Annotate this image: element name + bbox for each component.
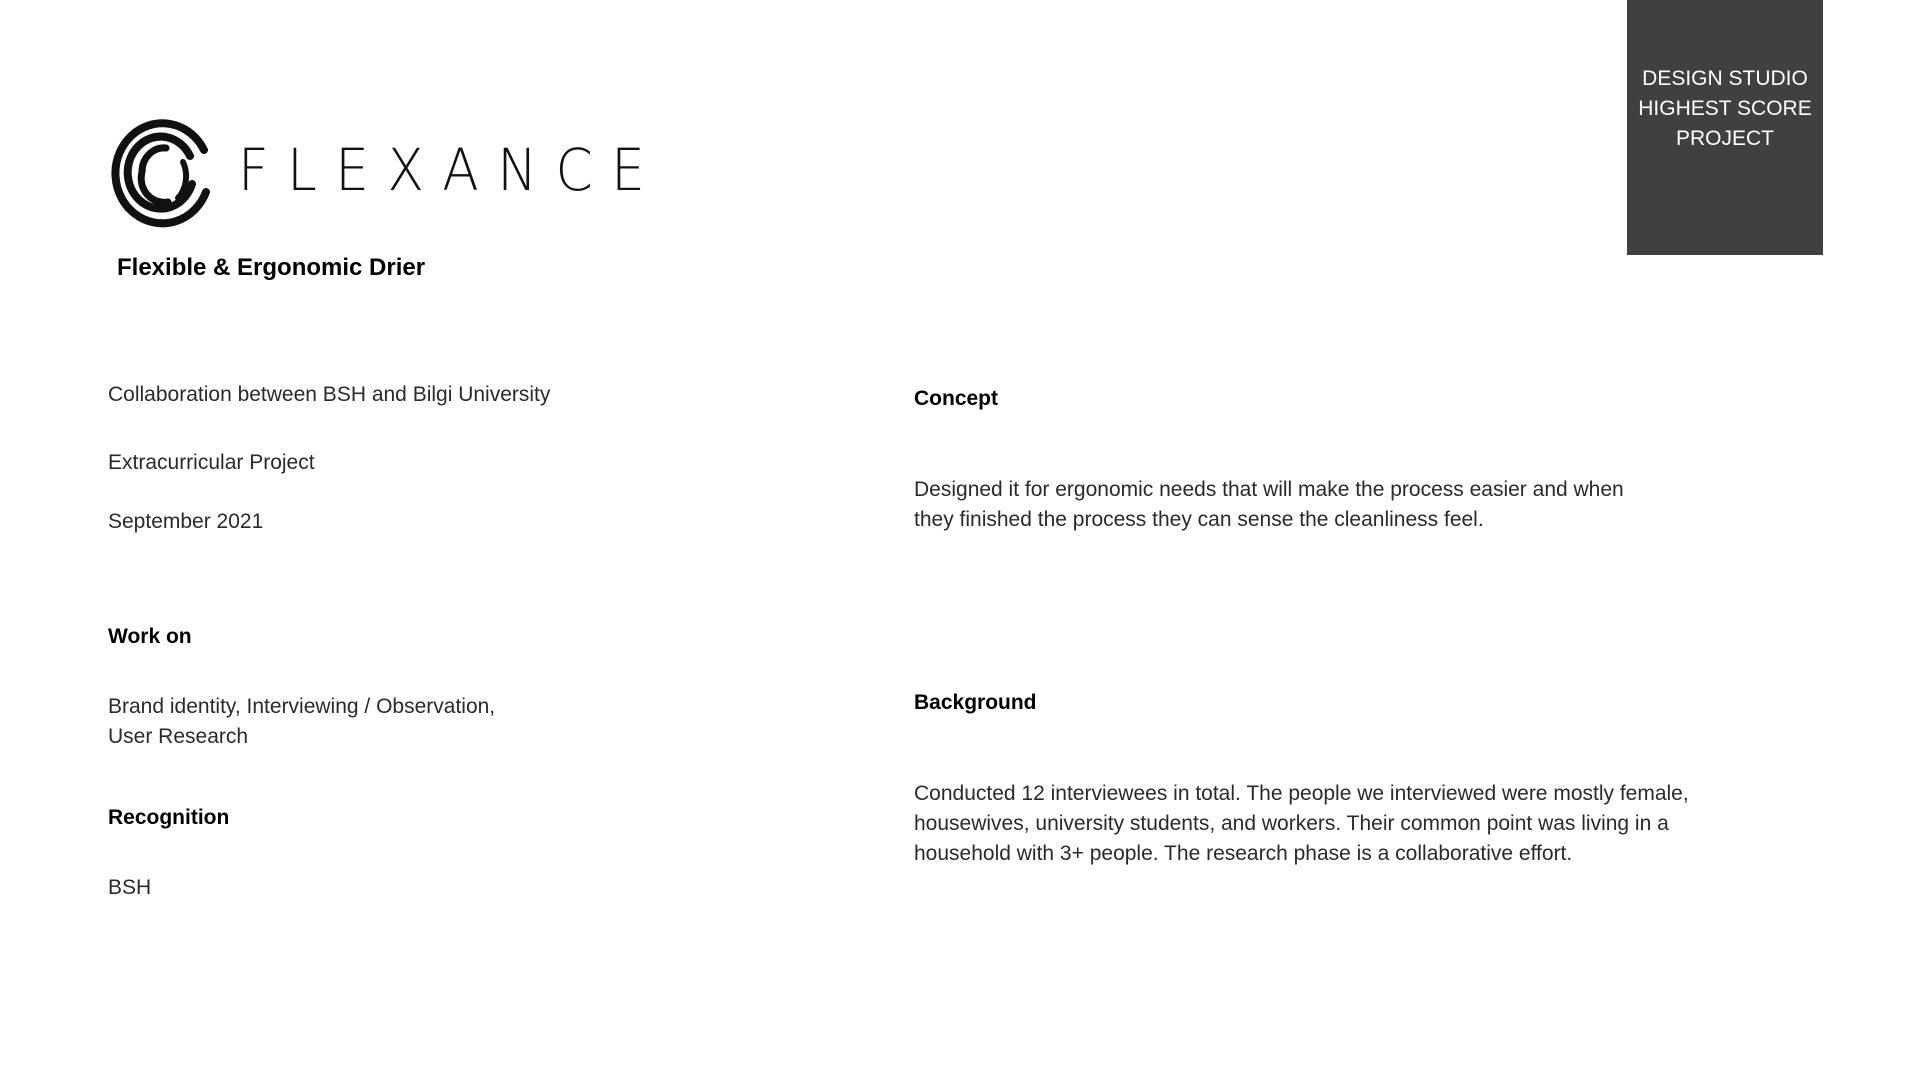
background-text [914, 779, 1744, 869]
work-on-line-1: Brand identity, Interviewing / Observation, [108, 695, 496, 718]
concept-line-1: Designed it for ergonomic needs that will make the process easier and when [914, 478, 1624, 501]
concept-line-2: they finished the process they can sense the cleanliness feel. [914, 508, 1484, 531]
badge-line-2: HIGHEST SCORE [1638, 97, 1812, 120]
award-badge [1627, 0, 1823, 255]
badge-line-1: DESIGN STUDIO [1642, 67, 1808, 90]
collaboration-text: Collaboration between BSH and Bilgi University [108, 383, 551, 406]
recognition-heading: Recognition [108, 806, 230, 829]
project-type-text: Extracurricular Project [108, 451, 315, 474]
background-line-1: Conducted 12 interviewees in total. The people we interviewed were mostly female, [914, 782, 1689, 805]
work-on-heading: Work on [108, 625, 192, 648]
brand-logo [108, 112, 700, 228]
project-tagline: Flexible & Ergonomic Drier [117, 254, 426, 281]
concentric-circles-icon [108, 112, 214, 228]
work-on-line-2: User Research [108, 725, 249, 748]
background-heading: Background [914, 691, 1037, 714]
badge-line-3: PROJECT [1675, 127, 1774, 150]
recognition-text: BSH [108, 876, 152, 899]
concept-heading: Concept [914, 387, 998, 410]
logo-wordmark: FLEXANCE [238, 136, 664, 204]
work-on-text [108, 692, 495, 752]
project-date-text: September 2021 [108, 510, 264, 533]
background-line-2: housewives, university students, and workers. Their common point was living in a [914, 812, 1669, 835]
background-line-3: household with 3+ people. The research phase is a collaborative effort. [914, 842, 1573, 865]
concept-text [914, 475, 1744, 535]
